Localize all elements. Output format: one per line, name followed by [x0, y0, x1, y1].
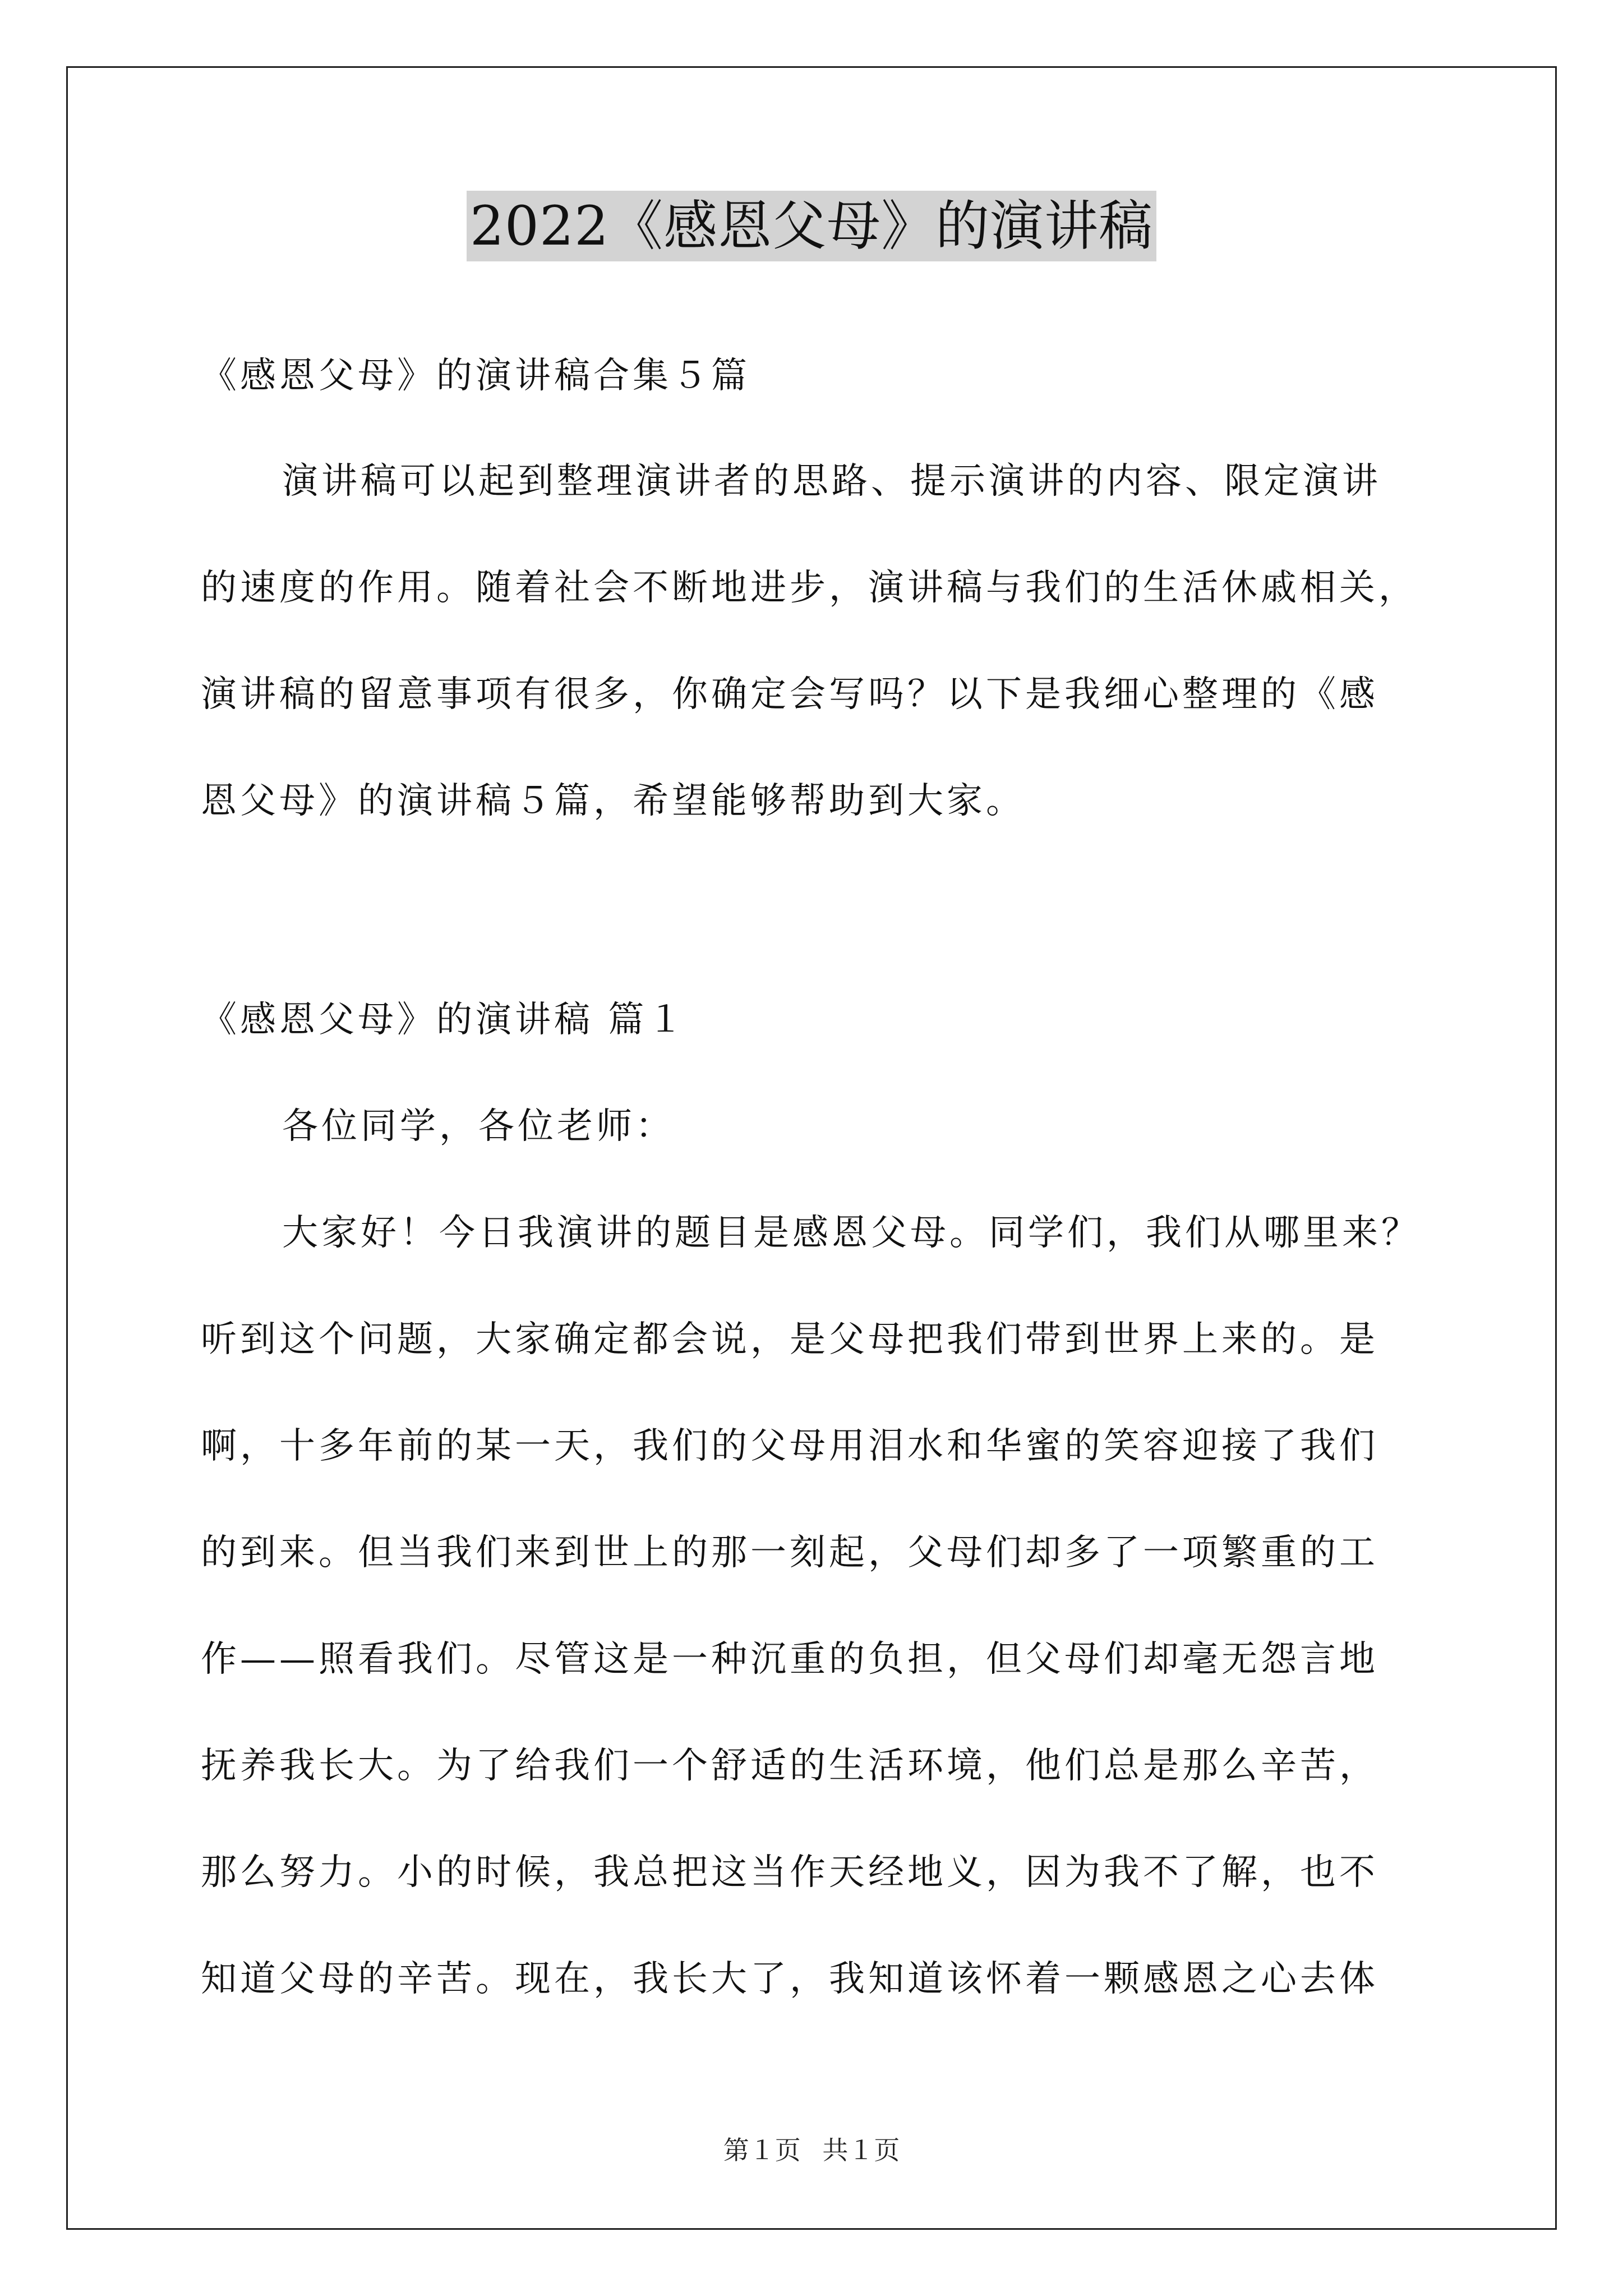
speech-greeting: 各位同学，各位老师：	[282, 1106, 675, 1147]
page-footer	[0, 2133, 1623, 2167]
speech-line: 的到来。但当我们来到世上的那一刻起，父母们却多了一项繁重的工	[201, 1532, 1378, 1573]
intro-line: 演讲稿可以起到整理演讲者的思路、提示演讲的内容、限定演讲	[282, 461, 1381, 502]
title-container	[0, 191, 1623, 261]
speech-line: 那么努力。小的时候，我总把这当作天经地义，因为我不了解，也不	[201, 1852, 1378, 1893]
intro-line: 演讲稿的留意事项有很多，你确定会写吗？以下是我细心整理的《感	[201, 674, 1378, 715]
speech-line: 听到这个问题，大家确定都会说，是父母把我们带到世界上来的。是	[201, 1319, 1378, 1360]
document-title: 2022《感恩父母》的演讲稿	[467, 191, 1156, 261]
speech-line: 啊，十多年前的某一天，我们的父母用泪水和华蜜的笑容迎接了我们	[201, 1425, 1378, 1467]
speech-line: 抚养我长大。为了给我们一个舒适的生活环境，他们总是那么辛苦，	[201, 1745, 1378, 1787]
page-total: 共１页	[822, 2135, 900, 2165]
collection-subtitle: 《感恩父母》的演讲稿合集５篇	[201, 355, 750, 397]
speech-line: 大家好！今日我演讲的题目是感恩父母。同学们，我们从哪里来？	[282, 1212, 1421, 1254]
page-number: 第１页	[723, 2135, 801, 2165]
speech-line: 知道父母的辛苦。现在，我长大了，我知道该怀着一颗感恩之心去体	[201, 1958, 1378, 2000]
speech-line: 作——照看我们。尽管这是一种沉重的负担，但父母们却毫无怨言地	[201, 1639, 1378, 1680]
section-heading: 《感恩父母》的演讲稿 篇１	[201, 999, 687, 1041]
intro-line: 恩父母》的演讲稿５篇，希望能够帮助到大家。	[201, 780, 1025, 822]
intro-line: 的速度的作用。随着社会不断地进步，演讲稿与我们的生活休戚相关，	[201, 567, 1418, 609]
